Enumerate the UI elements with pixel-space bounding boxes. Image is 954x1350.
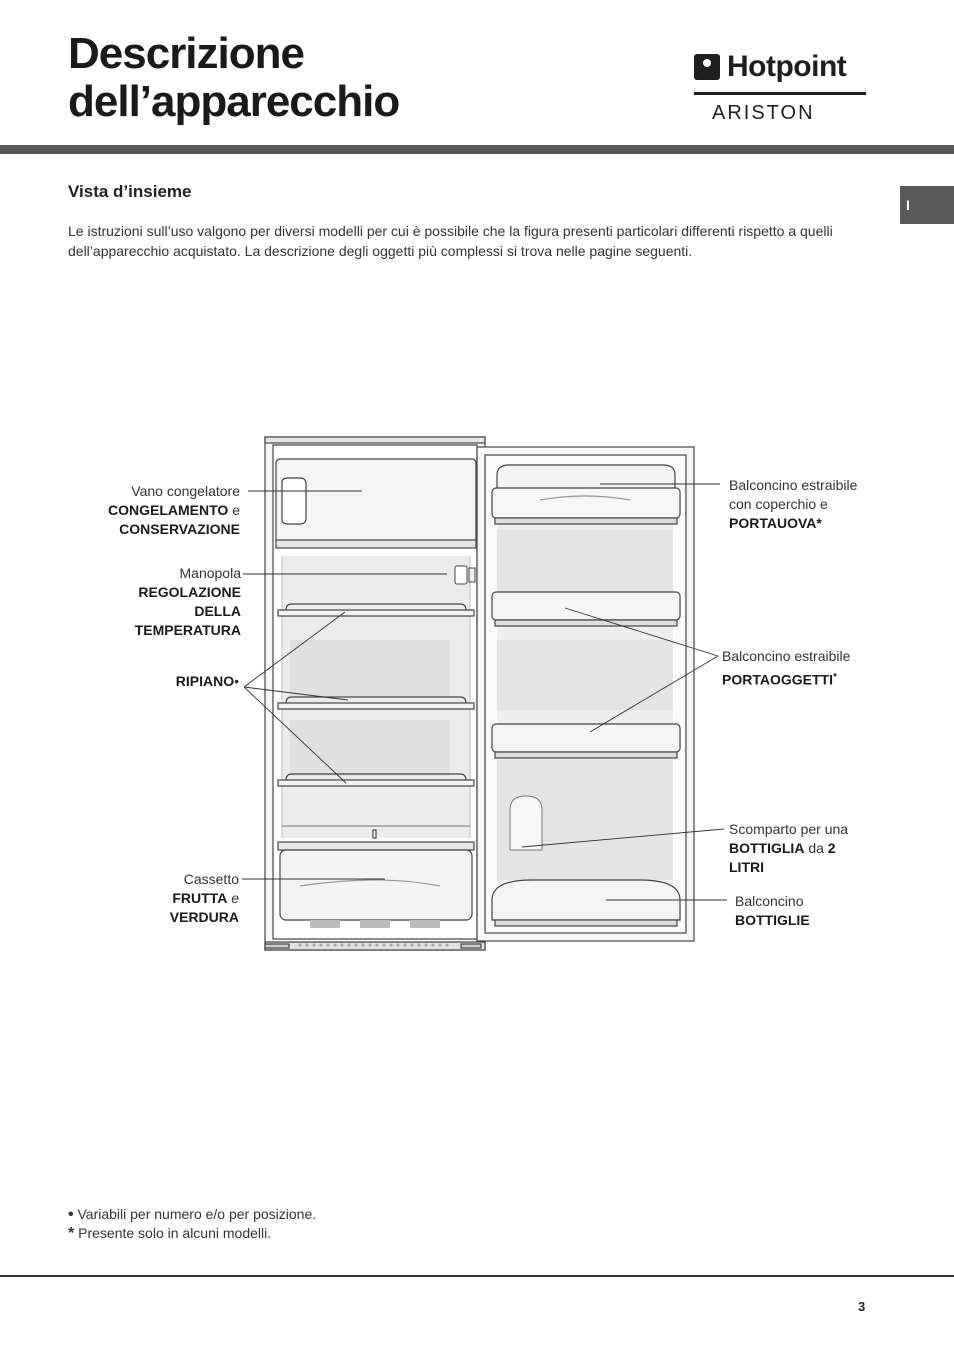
label-egg-line2: con coperchio e	[729, 496, 828, 512]
label-egg-line1: Balconcino estraibile	[729, 477, 858, 493]
label-freezer-line1: Vano congelatore	[131, 483, 240, 499]
title-line-1: Descrizione	[68, 29, 304, 78]
logo-sub-text: ARISTON	[712, 102, 815, 124]
label-bottle-compartment	[729, 820, 929, 877]
label-bottlecomp-line3: LITRI	[729, 859, 764, 875]
language-tab: I	[900, 186, 954, 224]
label-bottlecomp-line1: Scomparto per una	[729, 821, 849, 837]
label-bottlecomp-num: 2	[827, 840, 836, 856]
label-bottlecomp-bold: BOTTIGLIA	[729, 840, 805, 856]
title-line-2: dell’apparecchio	[68, 77, 400, 126]
label-shelf-mark: •	[234, 673, 239, 689]
label-drawer	[40, 870, 239, 927]
egg-tray	[492, 465, 680, 524]
label-bottle-shelf	[735, 892, 935, 930]
label-egg-tray	[729, 476, 929, 533]
door-shelf-1	[492, 592, 680, 626]
label-freezer	[40, 482, 240, 539]
label-doorshelf-line2: PORTAOGGETTI	[722, 671, 833, 688]
footnote-optional	[68, 1224, 316, 1243]
label-thermostat	[40, 564, 241, 640]
bottle-shelf	[492, 880, 680, 926]
label-bottleshelf-line1: Balconcino	[735, 893, 804, 909]
door-shelf-2	[492, 724, 680, 758]
label-drawer-line3: VERDURA	[169, 909, 239, 925]
label-freezer-conj: e	[228, 502, 240, 518]
label-freezer-line2	[40, 501, 240, 520]
label-drawer-bold: FRUTTA	[172, 890, 228, 906]
label-knob-line2: REGOLAZIONE	[138, 584, 241, 600]
section-title: Vista d’insieme	[68, 182, 192, 201]
label-door-shelf	[722, 647, 922, 690]
footnote-optional-text: Presente solo in alcuni modelli.	[74, 1225, 272, 1241]
label-bottlecomp-conj: da	[804, 840, 828, 856]
label-shelf-text: RIPIANO	[175, 673, 235, 689]
label-shelf	[40, 672, 239, 691]
label-freezer-line3: CONSERVAZIONE	[119, 521, 240, 537]
footnotes	[68, 1205, 316, 1243]
logo-brand-text: Hotpoint	[727, 50, 847, 83]
label-drawer-conj: e	[227, 890, 239, 906]
freezer-compartment	[276, 459, 476, 548]
label-freezer-bold: CONGELAMENTO	[108, 502, 229, 518]
label-knob-line4: TEMPERATURA	[134, 622, 241, 638]
footnote-variable	[68, 1205, 316, 1224]
label-drawer-line1: Cassetto	[183, 871, 239, 887]
footnote-bullet: •	[68, 1206, 74, 1223]
label-egg-line3: PORTAUOVA	[729, 515, 817, 531]
label-knob-line3: DELLA	[194, 603, 241, 619]
label-knob-line1: Manopola	[179, 565, 241, 581]
thermostat-knob	[455, 566, 475, 584]
bottle-holder	[510, 796, 542, 850]
intro-paragraph: Le istruzioni sull’uso valgono per diversi modelli per cui è possibile che la figura presenti particolari differenti rispetto a quelli dell’apparecchio acquistato. La descrizione degli oggetti più complessi si trova nelle pagine seguenti.	[68, 223, 833, 259]
footnote-variable-text: Variabili per numero e/o per posizione.	[73, 1206, 317, 1222]
label-doorshelf-mark: •	[832, 669, 838, 682]
footnote-asterisk: *	[68, 1225, 75, 1242]
page-number: 3	[858, 1299, 866, 1314]
label-bottleshelf-line2: BOTTIGLIE	[735, 912, 810, 928]
label-doorshelf-line1: Balconcino estraibile	[722, 648, 851, 664]
label-egg-mark: *	[816, 515, 822, 531]
footer-divider	[0, 1275, 954, 1277]
